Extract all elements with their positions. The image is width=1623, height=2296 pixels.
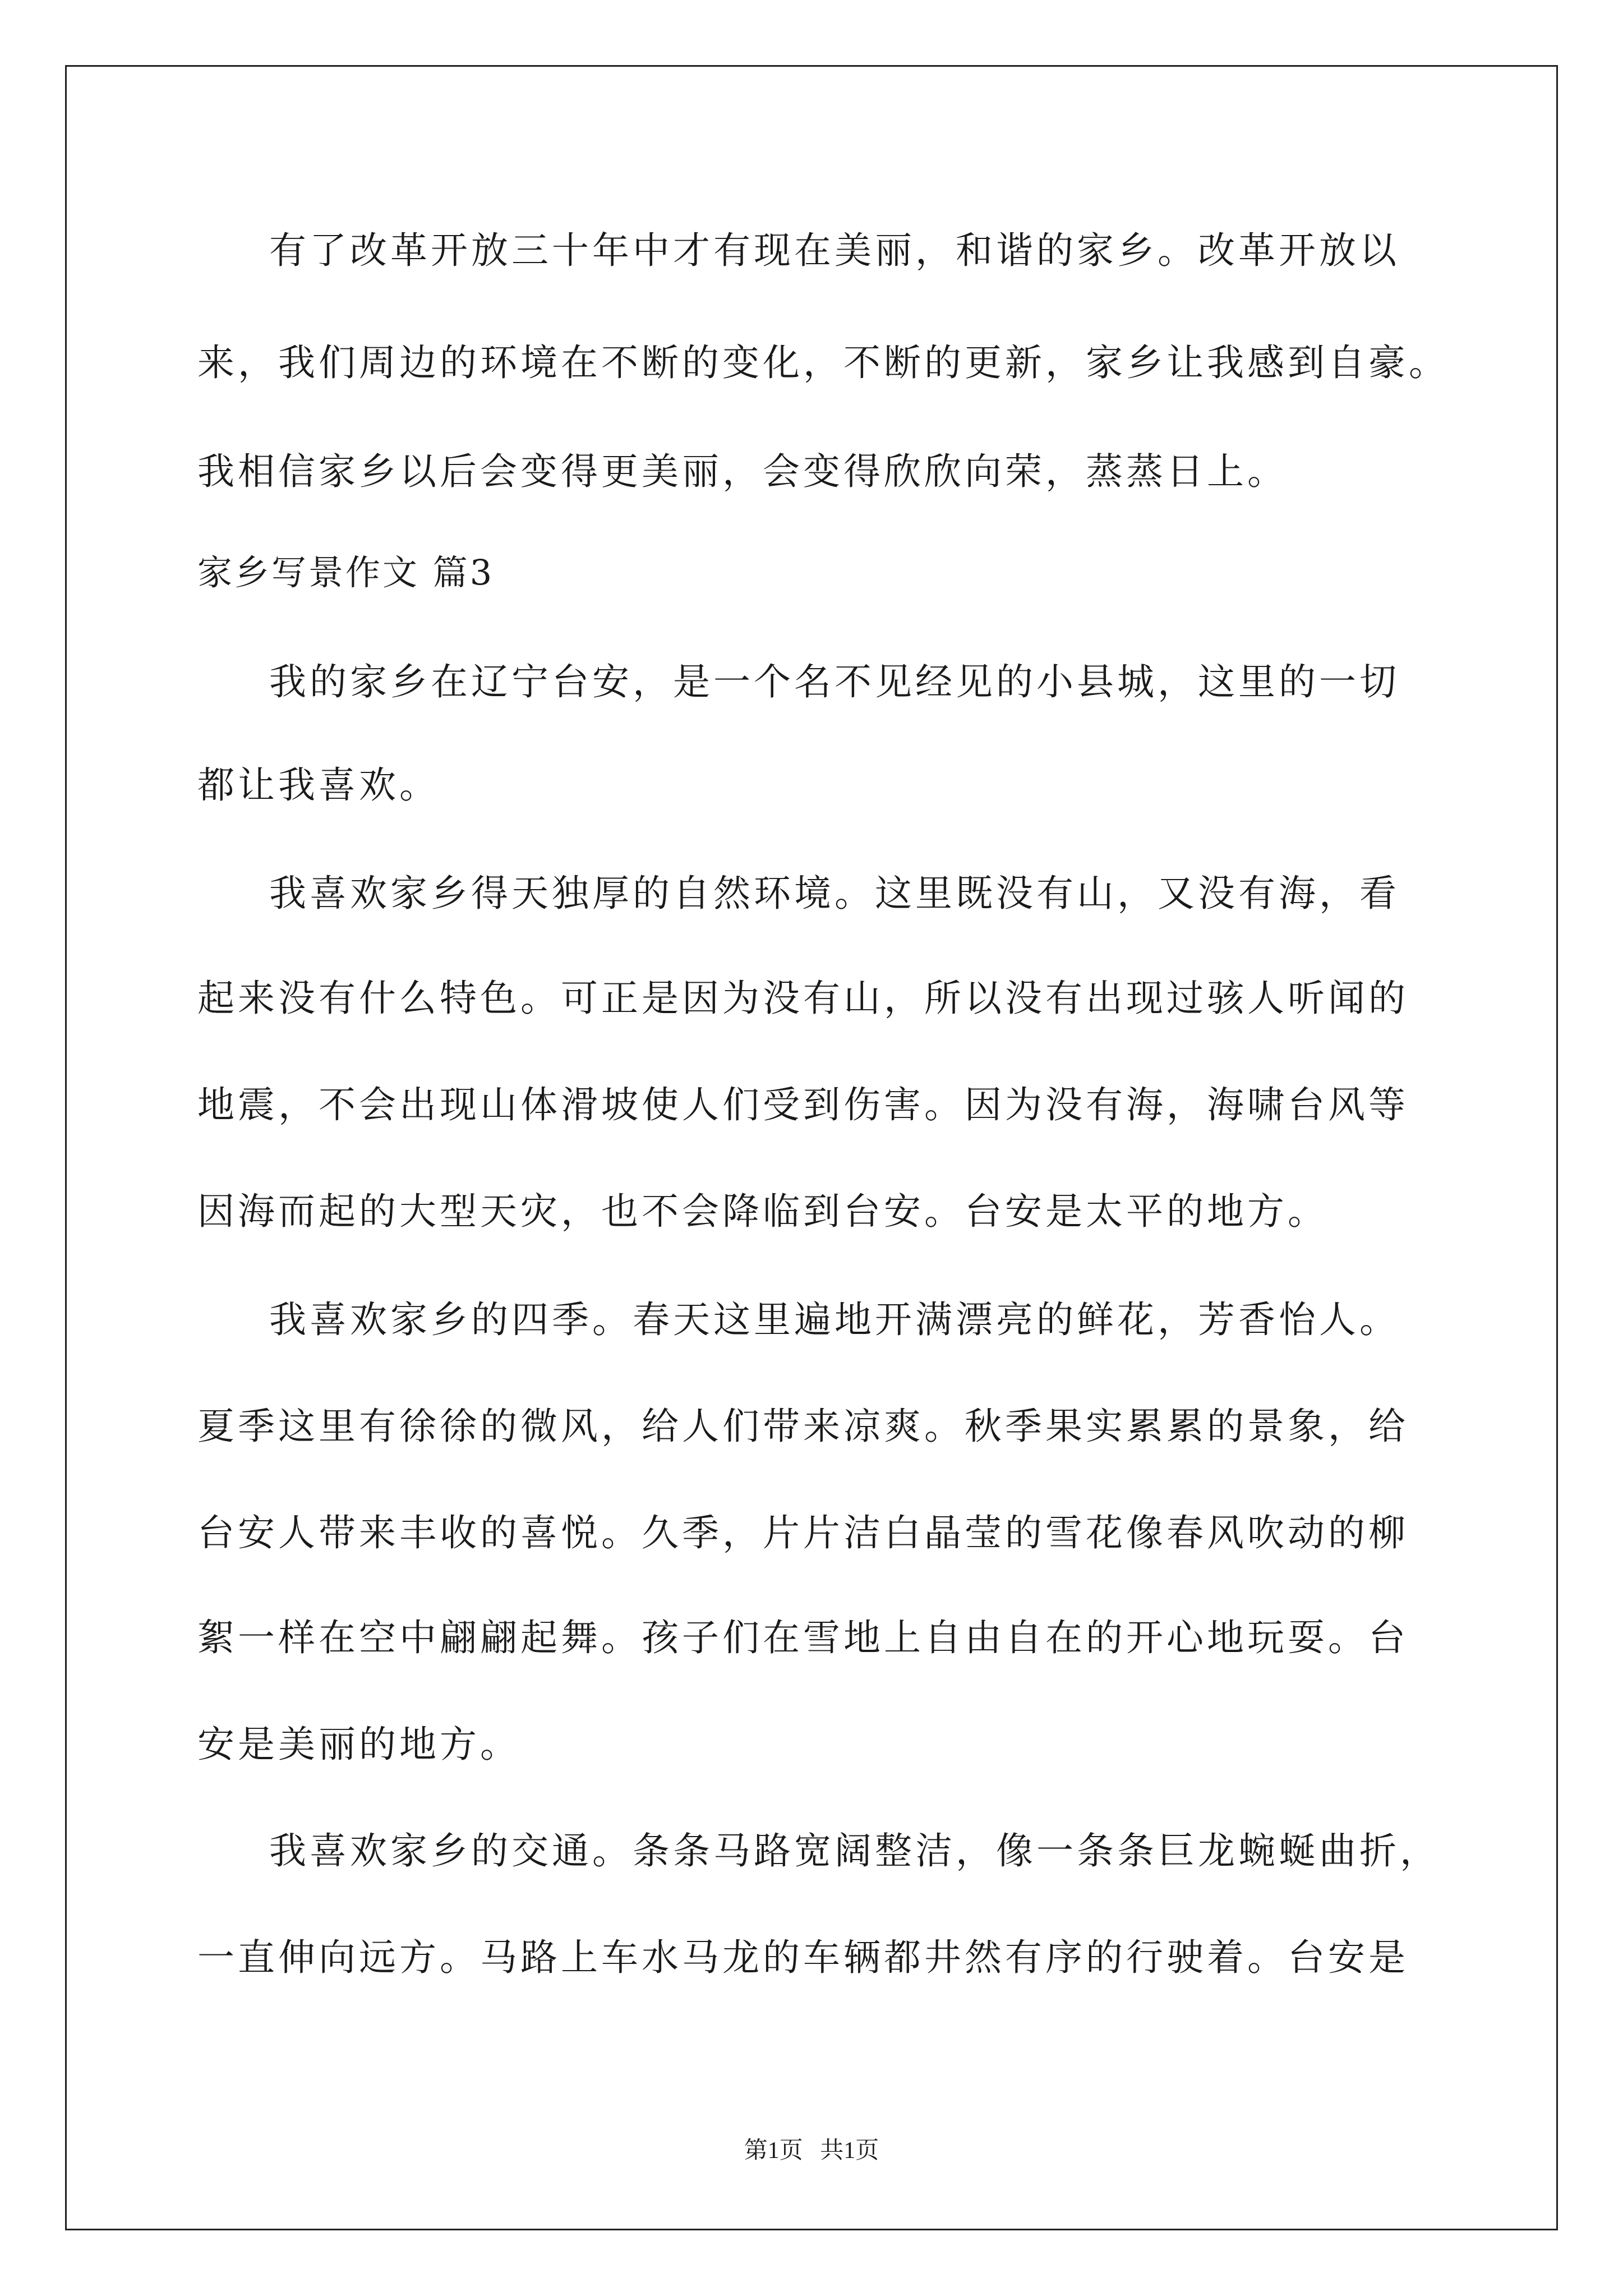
paragraph-line: 我的家乡在辽宁台安，是一个名不见经见的小县城，这里的一切 xyxy=(269,660,1400,703)
page-footer xyxy=(0,2132,1623,2165)
paragraph-line: 我相信家乡以后会变得更美丽，会变得欣欣向荣，蒸蒸日上。 xyxy=(197,450,1288,493)
paragraph-line: 起来没有什么特色。可正是因为没有山，所以没有出现过骇人听闻的 xyxy=(197,977,1409,1020)
paragraph-line: 安是美丽的地方。 xyxy=(197,1723,520,1766)
paragraph-line: 台安人带来丰收的喜悦。久季，片片洁白晶莹的雪花像春风吹动的柳 xyxy=(197,1511,1409,1554)
page-number: 第1页 xyxy=(744,2138,803,2164)
page-total: 共1页 xyxy=(820,2138,879,2164)
paragraph-line: 一直伸向远方。马路上车水马龙的车辆都井然有序的行驶着。台安是 xyxy=(197,1936,1409,1979)
paragraph-line: 我喜欢家乡的四季。春天这里遍地开满漂亮的鲜花，芳香怡人。 xyxy=(269,1298,1400,1341)
paragraph-line: 我喜欢家乡得天独厚的自然环境。这里既没有山，又没有海，看 xyxy=(269,872,1400,915)
paragraph-line: 我喜欢家乡的交通。条条马路宽阔整洁，像一条条巨龙蜿蜒曲折， xyxy=(269,1829,1440,1872)
paragraph-line: 絮一样在空中翩翩起舞。孩子们在雪地上自由自在的开心地玩耍。台 xyxy=(197,1616,1409,1659)
section-heading: 家乡写景作文 篇3 xyxy=(197,552,495,593)
paragraph-line: 有了改革开放三十年中才有现在美丽，和谐的家乡。改革开放以 xyxy=(269,229,1400,272)
paragraph-line: 来，我们周边的环境在不断的变化，不断的更新，家乡让我感到自豪。 xyxy=(197,341,1449,384)
paragraph-line: 夏季这里有徐徐的微风，给人们带来凉爽。秋季果实累累的景象，给 xyxy=(197,1405,1409,1448)
paragraph-line: 因海而起的大型天灾，也不会降临到台安。台安是太平的地方。 xyxy=(197,1190,1328,1233)
paragraph-line: 都让我喜欢。 xyxy=(197,763,440,807)
paragraph-line: 地震，不会出现山体滑坡使人们受到伤害。因为没有海，海啸台风等 xyxy=(197,1083,1409,1126)
page-border xyxy=(65,65,1558,2230)
